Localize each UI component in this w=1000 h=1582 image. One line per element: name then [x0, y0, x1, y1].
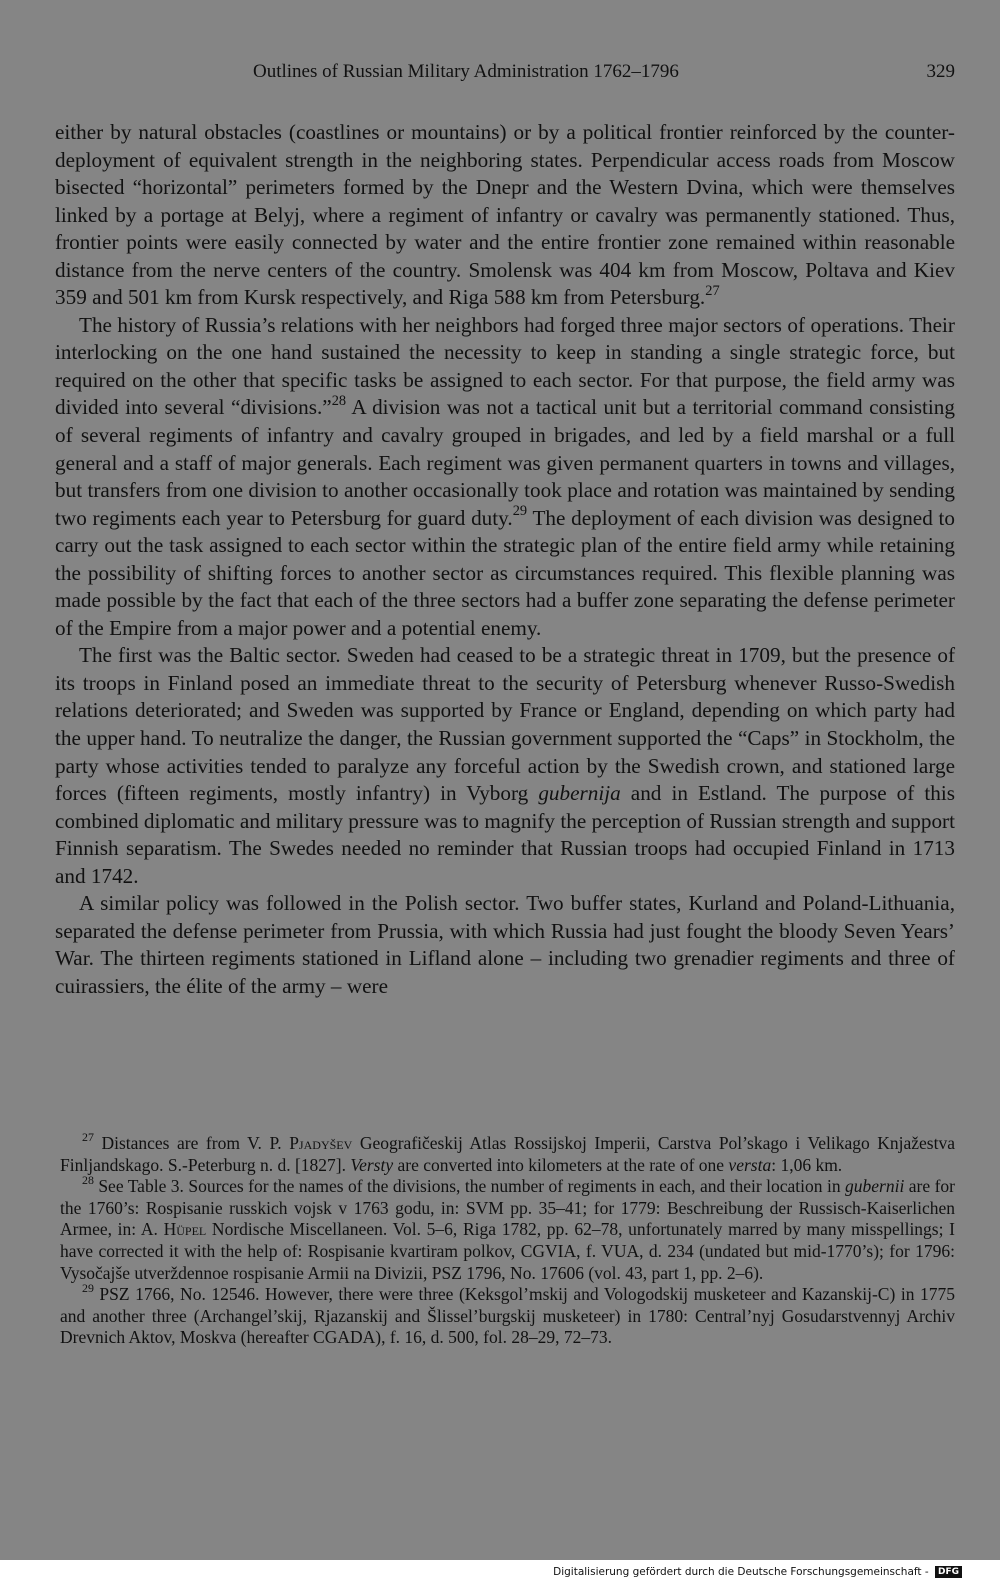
paragraph-2	[55, 312, 955, 643]
paragraph-3-italic-term: gubernija	[538, 781, 621, 806]
footnote-number-27: 27	[82, 1129, 94, 1144]
page-number: 329	[926, 61, 955, 82]
paragraph-1-text: either by natural obstacles (coastlines or mountains) or by a political frontier reinforced by the counter-deployment of equivalent strength in the neighboring states. Perpendicular access roads from Moscow bisected “horizontal” perimeters formed by the Dnepr and the Western Dvina, which were themselves linked by a portage at Belyj, where a regiment of infantry or cavalry was permanently stationed. Thus, frontier points were easily connected by water and the entire frontier zone remained within reasonable distance from the nerve centers of the country. Smolensk was 404 km from Moscow, Poltava and Kiev 359 and 501 km from Kursk respectively, and Riga 588 km from Petersburg.	[55, 120, 955, 310]
paragraph-2-text-c: The deployment of each division was designed to carry out the task assigned to each sector within the strategic plan of the entire field army while retaining the possibility of shifting forces to another sector as circumstances required. This flexible planning was made possible by the fact that each of the three sectors had a buffer zone separating the defense perimeter of the Empire from a major power and a potential enemy.	[55, 505, 955, 640]
footnote-27-italic-2: versta	[728, 1154, 772, 1175]
footnote-28-text-a: See Table 3. Sources for the names of the divisions, the number of regiments in each, and their location in	[93, 1176, 846, 1197]
footnote-28-author: Hüpel	[163, 1219, 207, 1240]
paragraph-3	[55, 642, 955, 890]
paragraph-4-text: A similar policy was followed in the Polish sector. Two buffer states, Kurland and Poland-Lithuania, separated the defense perimeter from Prussia, with which Russia had just fought the bloody Seven Years’ War. The thirteen regiments stationed in Lifland alone – including two grenadier regiments and three of cuirassiers, the élite of the army – were	[55, 891, 955, 998]
footnote-27-text-c: are converted into kilometers at the rate of one	[393, 1154, 729, 1175]
footnote-ref-29[interactable]: 29	[512, 503, 528, 520]
footnote-29	[60, 1281, 955, 1349]
paragraph-3-text-b: and in Estland. The purpose of this combined diplomatic and military pressure was to magnify the perception of Russian strength and support Finnish separatism. The Swedes needed no reminder that Russian troops had occupied Finland in 1713 and 1742.	[55, 781, 955, 888]
footnote-number-29: 29	[82, 1281, 94, 1296]
footnotes	[60, 1129, 955, 1349]
footnote-28-text-b: are for the 1760’s: Rospisanie russkich vojsk v 1763 godu, in: SVM pp. 35–41; for 1779: Beschreibung der Russisch-Kaiserlichen Armee, in: A.	[60, 1176, 955, 1240]
footnote-27-text-d: : 1,06 km.	[771, 1154, 843, 1175]
funding-text: Digitalisierung gefördert durch die Deutsche Forschungsgemeinschaft -	[553, 1566, 929, 1578]
paragraph-2-text-a: The history of Russia’s relations with her neighbors had forged three major sectors of operations. Their interlocking on the one hand sustained the necessity to keep in standing a single strategic force, but required on the other that specific tasks be assigned to each sector. For that purpose, the field army was divided into several “divisions.”	[55, 312, 955, 420]
dfg-logo: DFG	[935, 1566, 962, 1578]
paragraph-1	[55, 119, 955, 312]
footnote-27-text-a: Distances are from V. P.	[93, 1133, 290, 1153]
running-header	[55, 60, 955, 88]
footnote-27-author: Pjadyšev	[289, 1133, 353, 1153]
paragraph-3-text-a: The first was the Baltic sector. Sweden had ceased to be a strategic threat in 1709, but the presence of its troops in Finland posed an immediate threat to the security of Petersburg whenever Russo-Swedish relations deteriorated; and Sweden was supported by France or England, depending on which party had the upper hand. To neutralize the danger, the Russian government supported the “Caps” in Stockholm, the party whose activities tended to paralyze any forceful action by the Swedish crown, and stationed large forces (fifteen regiments, mostly infantry) in Vyborg	[55, 643, 955, 806]
footnote-28	[60, 1173, 955, 1284]
footnote-number-28: 28	[82, 1173, 94, 1188]
footnote-27-text-b: Geografičeskij Atlas Rossijskoj Imperii, Carstva Pol’skago i Velikago Knjažestva Finljandskago. S.-Peterburg n. d. [1827].	[60, 1133, 955, 1175]
footnote-28-italic: gubernii	[845, 1176, 905, 1197]
footnote-ref-27[interactable]: 27	[705, 282, 720, 299]
footnote-28-text-c: Nordische Miscellaneen. Vol. 5–6, Riga 1782, pp. 62–78, unfortunately marred by many misspellings; I have corrected it with the help of: Rospisanie kvartiram polkov, CGVIA, f. VUA, d. 234 (undated but mid-1770’s); for 1796: Vysočajše utverždennoe rospisanie Armii na Divizii, PSZ 1796, No. 17606 (vol. 43, part 1, pp. 2–6).	[60, 1219, 955, 1283]
footnote-ref-28[interactable]: 28	[331, 392, 347, 409]
paragraph-2-text-b: A division was not a tactical unit but a territorial command consisting of several regiments of infantry and cavalry grouped in brigades, and led by a field marshal or a full general and a staff of major generals. Each regiment was given permanent quarters in towns and villages, but transfers from one division to another occasionally took place and rotation was maintained by sending two regiments each year to Petersburg for guard duty.	[55, 395, 955, 530]
paragraph-4	[55, 890, 955, 1000]
main-text	[55, 119, 955, 1001]
footnote-29-text: PSZ 1766, No. 12546. However, there were three (Keksgol’mskij and Vologodskij musketeer and Kazanskij-C) in 1775 and another three (Archangel’skij, Rjazanskij and Šlissel’burgskij musketeer) in 1780: Central’nyj Gosudarstvennyj Archiv Drevnich Aktov, Moskva (hereafter CGADA), f. 16, d. 500, fol. 28–29, 72–73.	[60, 1284, 955, 1348]
funding-notice	[553, 1565, 962, 1579]
footnote-27-italic-1: Versty	[350, 1154, 394, 1175]
running-title: Outlines of Russian Military Administration 1762–1796	[253, 61, 679, 82]
footnote-27	[60, 1129, 955, 1176]
